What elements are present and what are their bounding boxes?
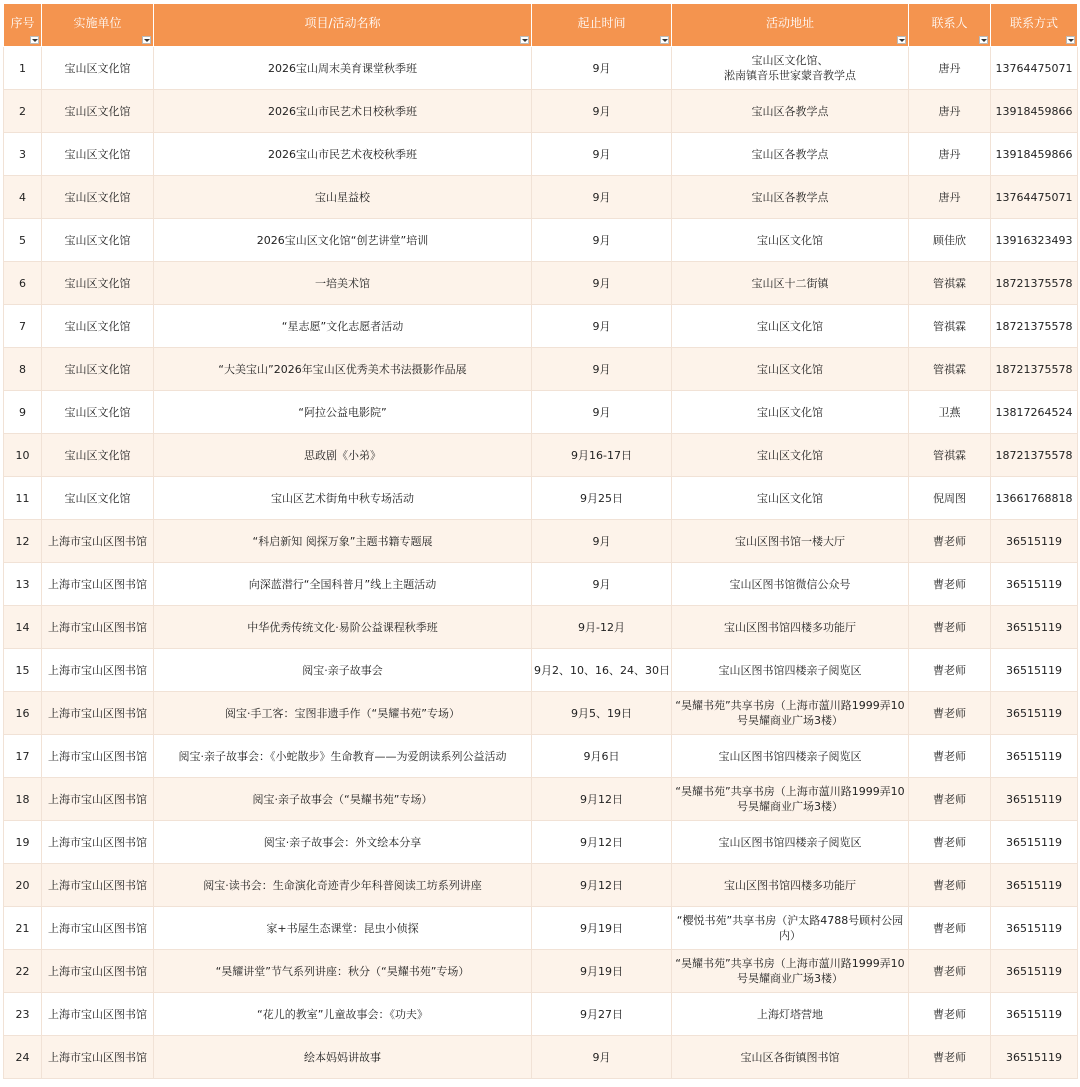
header-cell: 实施单位 (42, 4, 154, 47)
cell-activity[interactable]: “昊耀讲堂”节气系列讲座：秋分（“昊耀书苑”专场） (154, 950, 532, 993)
cell-contact-person[interactable]: 管祺霖 (909, 434, 991, 477)
filter-dropdown-icon[interactable] (1066, 36, 1075, 44)
cell-organizer[interactable]: 上海市宝山区图书馆 (42, 950, 154, 993)
header-cell: 联系人 (909, 4, 991, 47)
table-row (4, 305, 1078, 348)
cell-index[interactable]: 5 (4, 219, 42, 262)
cell-phone[interactable]: 13918459866 (991, 90, 1078, 133)
cell-phone[interactable]: 36515119 (991, 864, 1078, 907)
cell-activity[interactable]: 阅宝·亲子故事会：《小蛇散步》生命教育——为爱朗读系列公益活动 (154, 735, 532, 778)
cell-location[interactable]: 宝山区各街镇图书馆 (672, 1036, 909, 1079)
cell-contact-person[interactable]: 曹老师 (909, 520, 991, 563)
cell-phone[interactable]: 18721375578 (991, 305, 1078, 348)
cell-organizer[interactable]: 上海市宝山区图书馆 (42, 1036, 154, 1079)
cell-activity[interactable]: “星志愿”文化志愿者活动 (154, 305, 532, 348)
cell-index[interactable]: 24 (4, 1036, 42, 1079)
cell-location[interactable]: 宝山区文化馆 (672, 305, 909, 348)
cell-date[interactable]: 9月 (532, 1036, 672, 1079)
cell-index[interactable]: 2 (4, 90, 42, 133)
cell-date[interactable]: 9月 (532, 391, 672, 434)
cell-date[interactable]: 9月 (532, 305, 672, 348)
cell-activity[interactable]: 阅宝·手工客：宝图非遗手作（“昊耀书苑”专场） (154, 692, 532, 735)
cell-phone[interactable]: 36515119 (991, 778, 1078, 821)
table-row (4, 735, 1078, 778)
cell-phone[interactable]: 36515119 (991, 821, 1078, 864)
cell-location[interactable]: 宝山区文化馆 (672, 219, 909, 262)
table-row (4, 219, 1078, 262)
header-cell: 序号 (4, 4, 42, 47)
cell-date[interactable]: 9月 (532, 348, 672, 391)
cell-activity[interactable]: 2026宝山市民艺术夜校秋季班 (154, 133, 532, 176)
cell-date[interactable]: 9月5、19日 (532, 692, 672, 735)
cell-organizer[interactable]: 上海市宝山区图书馆 (42, 520, 154, 563)
cell-index[interactable]: 22 (4, 950, 42, 993)
cell-contact-person[interactable]: 倪周图 (909, 477, 991, 520)
cell-phone[interactable]: 36515119 (991, 950, 1078, 993)
cell-contact-person[interactable]: 曹老师 (909, 563, 991, 606)
cell-contact-person[interactable]: 曹老师 (909, 821, 991, 864)
cell-phone[interactable]: 36515119 (991, 692, 1078, 735)
cell-phone[interactable]: 13661768818 (991, 477, 1078, 520)
cell-organizer[interactable]: 宝山区文化馆 (42, 348, 154, 391)
cell-organizer[interactable]: 宝山区文化馆 (42, 47, 154, 90)
cell-location[interactable]: 宝山区文化馆 (672, 348, 909, 391)
cell-contact-person[interactable]: 管祺霖 (909, 348, 991, 391)
cell-organizer[interactable]: 上海市宝山区图书馆 (42, 778, 154, 821)
table-row (4, 993, 1078, 1036)
cell-date[interactable]: 9月25日 (532, 477, 672, 520)
cell-phone[interactable]: 13764475071 (991, 176, 1078, 219)
table-row (4, 950, 1078, 993)
cell-organizer[interactable]: 上海市宝山区图书馆 (42, 864, 154, 907)
cell-date[interactable]: 9月 (532, 520, 672, 563)
cell-date[interactable]: 9月 (532, 262, 672, 305)
cell-phone[interactable]: 13817264524 (991, 391, 1078, 434)
cell-organizer[interactable]: 宝山区文化馆 (42, 391, 154, 434)
cell-organizer[interactable]: 宝山区文化馆 (42, 90, 154, 133)
filter-dropdown-icon[interactable] (897, 36, 906, 44)
cell-contact-person[interactable]: 唐丹 (909, 90, 991, 133)
cell-index[interactable]: 21 (4, 907, 42, 950)
header-row (4, 4, 1078, 47)
cell-location[interactable]: 宝山区十二街镇 (672, 262, 909, 305)
cell-location[interactable]: 宝山区各教学点 (672, 133, 909, 176)
cell-date[interactable]: 9月12日 (532, 778, 672, 821)
cell-index[interactable]: 18 (4, 778, 42, 821)
cell-location[interactable]: 宝山区图书馆一楼大厅 (672, 520, 909, 563)
cell-index[interactable]: 23 (4, 993, 42, 1036)
cell-index[interactable]: 20 (4, 864, 42, 907)
cell-organizer[interactable]: 上海市宝山区图书馆 (42, 735, 154, 778)
cell-date[interactable]: 9月6日 (532, 735, 672, 778)
cell-activity[interactable]: 绘本妈妈讲故事 (154, 1036, 532, 1079)
cell-phone[interactable]: 36515119 (991, 993, 1078, 1036)
cell-date[interactable]: 9月12日 (532, 864, 672, 907)
filter-dropdown-icon[interactable] (30, 36, 39, 44)
cell-organizer[interactable]: 上海市宝山区图书馆 (42, 563, 154, 606)
cell-location[interactable]: 宝山区各教学点 (672, 90, 909, 133)
cell-organizer[interactable]: 宝山区文化馆 (42, 477, 154, 520)
cell-date[interactable]: 9月19日 (532, 950, 672, 993)
cell-contact-person[interactable]: 曹老师 (909, 649, 991, 692)
cell-index[interactable]: 15 (4, 649, 42, 692)
filter-dropdown-icon[interactable] (660, 36, 669, 44)
cell-activity[interactable]: 阅宝·亲子故事会 (154, 649, 532, 692)
cell-location[interactable]: “昊耀书苑”共享书房（上海市蕰川路1999弄10 号昊耀商业广场3楼） (672, 950, 909, 993)
cell-activity[interactable]: 2026宝山市民艺术日校秋季班 (154, 90, 532, 133)
cell-location[interactable]: 宝山区文化馆 (672, 391, 909, 434)
cell-index[interactable]: 3 (4, 133, 42, 176)
cell-index[interactable]: 8 (4, 348, 42, 391)
cell-location[interactable]: 宝山区文化馆 (672, 477, 909, 520)
cell-index[interactable]: 13 (4, 563, 42, 606)
table-row (4, 692, 1078, 735)
cell-index[interactable]: 7 (4, 305, 42, 348)
cell-activity[interactable]: 思政剧《小弟》 (154, 434, 532, 477)
table-row (4, 90, 1078, 133)
cell-location[interactable]: “樱悦书苑”共享书房（沪太路4788号顾村公园内） (672, 907, 909, 950)
header-cell: 活动地址 (672, 4, 909, 47)
cell-location[interactable]: 宝山区文化馆 (672, 434, 909, 477)
cell-contact-person[interactable]: 曹老师 (909, 1036, 991, 1079)
cell-organizer[interactable]: 上海市宝山区图书馆 (42, 821, 154, 864)
cell-activity[interactable]: 阅宝·亲子故事会（“昊耀书苑”专场） (154, 778, 532, 821)
cell-activity[interactable]: 中华优秀传统文化·易阶公益课程秋季班 (154, 606, 532, 649)
table-row (4, 649, 1078, 692)
cell-activity[interactable]: 宝山区艺术街角中秋专场活动 (154, 477, 532, 520)
filter-dropdown-icon[interactable] (142, 36, 151, 44)
table-row (4, 1036, 1078, 1079)
cell-date[interactable]: 9月-12月 (532, 606, 672, 649)
cell-index[interactable]: 19 (4, 821, 42, 864)
cell-activity[interactable]: “大美宝山”2026年宝山区优秀美术书法摄影作品展 (154, 348, 532, 391)
table-row (4, 821, 1078, 864)
table-row (4, 47, 1078, 90)
table-row (4, 864, 1078, 907)
cell-activity[interactable]: 阅宝·亲子故事会：外文绘本分享 (154, 821, 532, 864)
cell-organizer[interactable]: 上海市宝山区图书馆 (42, 993, 154, 1036)
cell-contact-person[interactable]: 曹老师 (909, 778, 991, 821)
table-row (4, 262, 1078, 305)
cell-location[interactable]: 宝山区图书馆四楼亲子阅览区 (672, 735, 909, 778)
table-body (4, 47, 1078, 1079)
cell-contact-person[interactable]: 曹老师 (909, 993, 991, 1036)
cell-date[interactable]: 9月27日 (532, 993, 672, 1036)
cell-organizer[interactable]: 宝山区文化馆 (42, 434, 154, 477)
cell-activity[interactable]: 一培美术馆 (154, 262, 532, 305)
cell-index[interactable]: 10 (4, 434, 42, 477)
cell-index[interactable]: 12 (4, 520, 42, 563)
cell-date[interactable]: 9月 (532, 90, 672, 133)
cell-contact-person[interactable]: 唐丹 (909, 133, 991, 176)
cell-contact-person[interactable]: 曹老师 (909, 692, 991, 735)
cell-phone[interactable]: 36515119 (991, 563, 1078, 606)
table-row (4, 391, 1078, 434)
table-row (4, 606, 1078, 649)
activity-table (3, 3, 1078, 1079)
cell-location[interactable]: 宝山区图书馆微信公众号 (672, 563, 909, 606)
cell-contact-person[interactable]: 卫燕 (909, 391, 991, 434)
cell-location[interactable]: “昊耀书苑”共享书房（上海市蕰川路1999弄10 号昊耀商业广场3楼） (672, 692, 909, 735)
cell-location[interactable]: 宝山区文化馆、 淞南镇音乐世家蒙音教学点 (672, 47, 909, 90)
cell-organizer[interactable]: 宝山区文化馆 (42, 219, 154, 262)
table-row (4, 133, 1078, 176)
cell-location[interactable]: 宝山区各教学点 (672, 176, 909, 219)
cell-index[interactable]: 6 (4, 262, 42, 305)
cell-location[interactable]: 宝山区图书馆四楼亲子阅览区 (672, 649, 909, 692)
cell-location[interactable]: 宝山区图书馆四楼多功能厅 (672, 606, 909, 649)
cell-phone[interactable]: 13918459866 (991, 133, 1078, 176)
cell-organizer[interactable]: 宝山区文化馆 (42, 133, 154, 176)
cell-contact-person[interactable]: 曹老师 (909, 950, 991, 993)
cell-activity[interactable]: “科启新知 阅探万象”主题书籍专题展 (154, 520, 532, 563)
table-row (4, 520, 1078, 563)
spreadsheet (3, 3, 1077, 1084)
table-row (4, 176, 1078, 219)
cell-activity[interactable]: 宝山星益校 (154, 176, 532, 219)
cell-date[interactable]: 9月 (532, 133, 672, 176)
cell-contact-person[interactable]: 曹老师 (909, 907, 991, 950)
table-row (4, 434, 1078, 477)
cell-organizer[interactable]: 上海市宝山区图书馆 (42, 907, 154, 950)
cell-contact-person[interactable]: 唐丹 (909, 176, 991, 219)
cell-activity[interactable]: 2026宝山区文化馆“创艺讲堂”培训 (154, 219, 532, 262)
cell-phone[interactable]: 36515119 (991, 606, 1078, 649)
cell-index[interactable]: 9 (4, 391, 42, 434)
header-cell: 项目/活动名称 (154, 4, 532, 47)
cell-phone[interactable]: 36515119 (991, 907, 1078, 950)
table-row (4, 477, 1078, 520)
cell-contact-person[interactable]: 唐丹 (909, 47, 991, 90)
cell-activity[interactable]: “花儿的教室”儿童故事会：《功夫》 (154, 993, 532, 1036)
cell-contact-person[interactable]: 曹老师 (909, 735, 991, 778)
cell-location[interactable]: 宝山区图书馆四楼多功能厅 (672, 864, 909, 907)
cell-organizer[interactable]: 上海市宝山区图书馆 (42, 606, 154, 649)
table-row (4, 778, 1078, 821)
cell-location[interactable]: 宝山区图书馆四楼亲子阅览区 (672, 821, 909, 864)
table-row (4, 348, 1078, 391)
cell-index[interactable]: 1 (4, 47, 42, 90)
cell-date[interactable]: 9月 (532, 47, 672, 90)
cell-date[interactable]: 9月19日 (532, 907, 672, 950)
header-cell: 联系方式 (991, 4, 1078, 47)
cell-phone[interactable]: 18721375578 (991, 348, 1078, 391)
cell-location[interactable]: 上海灯塔营地 (672, 993, 909, 1036)
header-cell: 起止时间 (532, 4, 672, 47)
cell-contact-person[interactable]: 顾佳欣 (909, 219, 991, 262)
cell-organizer[interactable]: 上海市宝山区图书馆 (42, 649, 154, 692)
cell-organizer[interactable]: 宝山区文化馆 (42, 176, 154, 219)
cell-organizer[interactable]: 上海市宝山区图书馆 (42, 692, 154, 735)
cell-date[interactable]: 9月2、10、16、24、30日 (532, 649, 672, 692)
cell-date[interactable]: 9月12日 (532, 821, 672, 864)
cell-date[interactable]: 9月 (532, 219, 672, 262)
table-row (4, 907, 1078, 950)
cell-index[interactable]: 14 (4, 606, 42, 649)
table-row (4, 563, 1078, 606)
filter-dropdown-icon[interactable] (520, 36, 529, 44)
cell-phone[interactable]: 13764475071 (991, 47, 1078, 90)
cell-contact-person[interactable]: 管祺霖 (909, 262, 991, 305)
cell-date[interactable]: 9月 (532, 176, 672, 219)
cell-location[interactable]: “昊耀书苑”共享书房（上海市蕰川路1999弄10 号昊耀商业广场3楼） (672, 778, 909, 821)
cell-date[interactable]: 9月16-17日 (532, 434, 672, 477)
cell-organizer[interactable]: 宝山区文化馆 (42, 305, 154, 348)
cell-activity[interactable]: 向深蓝潜行“全国科普月”线上主题活动 (154, 563, 532, 606)
cell-activity[interactable]: 2026宝山周末美育课堂秋季班 (154, 47, 532, 90)
cell-organizer[interactable]: 宝山区文化馆 (42, 262, 154, 305)
cell-phone[interactable]: 36515119 (991, 1036, 1078, 1079)
cell-date[interactable]: 9月 (532, 563, 672, 606)
cell-index[interactable]: 4 (4, 176, 42, 219)
cell-phone[interactable]: 13916323493 (991, 219, 1078, 262)
cell-contact-person[interactable]: 管祺霖 (909, 305, 991, 348)
cell-phone[interactable]: 36515119 (991, 520, 1078, 563)
cell-contact-person[interactable]: 曹老师 (909, 864, 991, 907)
cell-index[interactable]: 11 (4, 477, 42, 520)
cell-phone[interactable]: 18721375578 (991, 262, 1078, 305)
cell-phone[interactable]: 36515119 (991, 649, 1078, 692)
cell-phone[interactable]: 18721375578 (991, 434, 1078, 477)
cell-activity[interactable]: 家+书屋生态课堂：昆虫小侦探 (154, 907, 532, 950)
cell-contact-person[interactable]: 曹老师 (909, 606, 991, 649)
cell-phone[interactable]: 36515119 (991, 735, 1078, 778)
filter-dropdown-icon[interactable] (979, 36, 988, 44)
cell-index[interactable]: 17 (4, 735, 42, 778)
cell-activity[interactable]: 阅宝·读书会：生命演化奇迹青少年科普阅读工坊系列讲座 (154, 864, 532, 907)
cell-activity[interactable]: “阿拉公益电影院” (154, 391, 532, 434)
cell-index[interactable]: 16 (4, 692, 42, 735)
